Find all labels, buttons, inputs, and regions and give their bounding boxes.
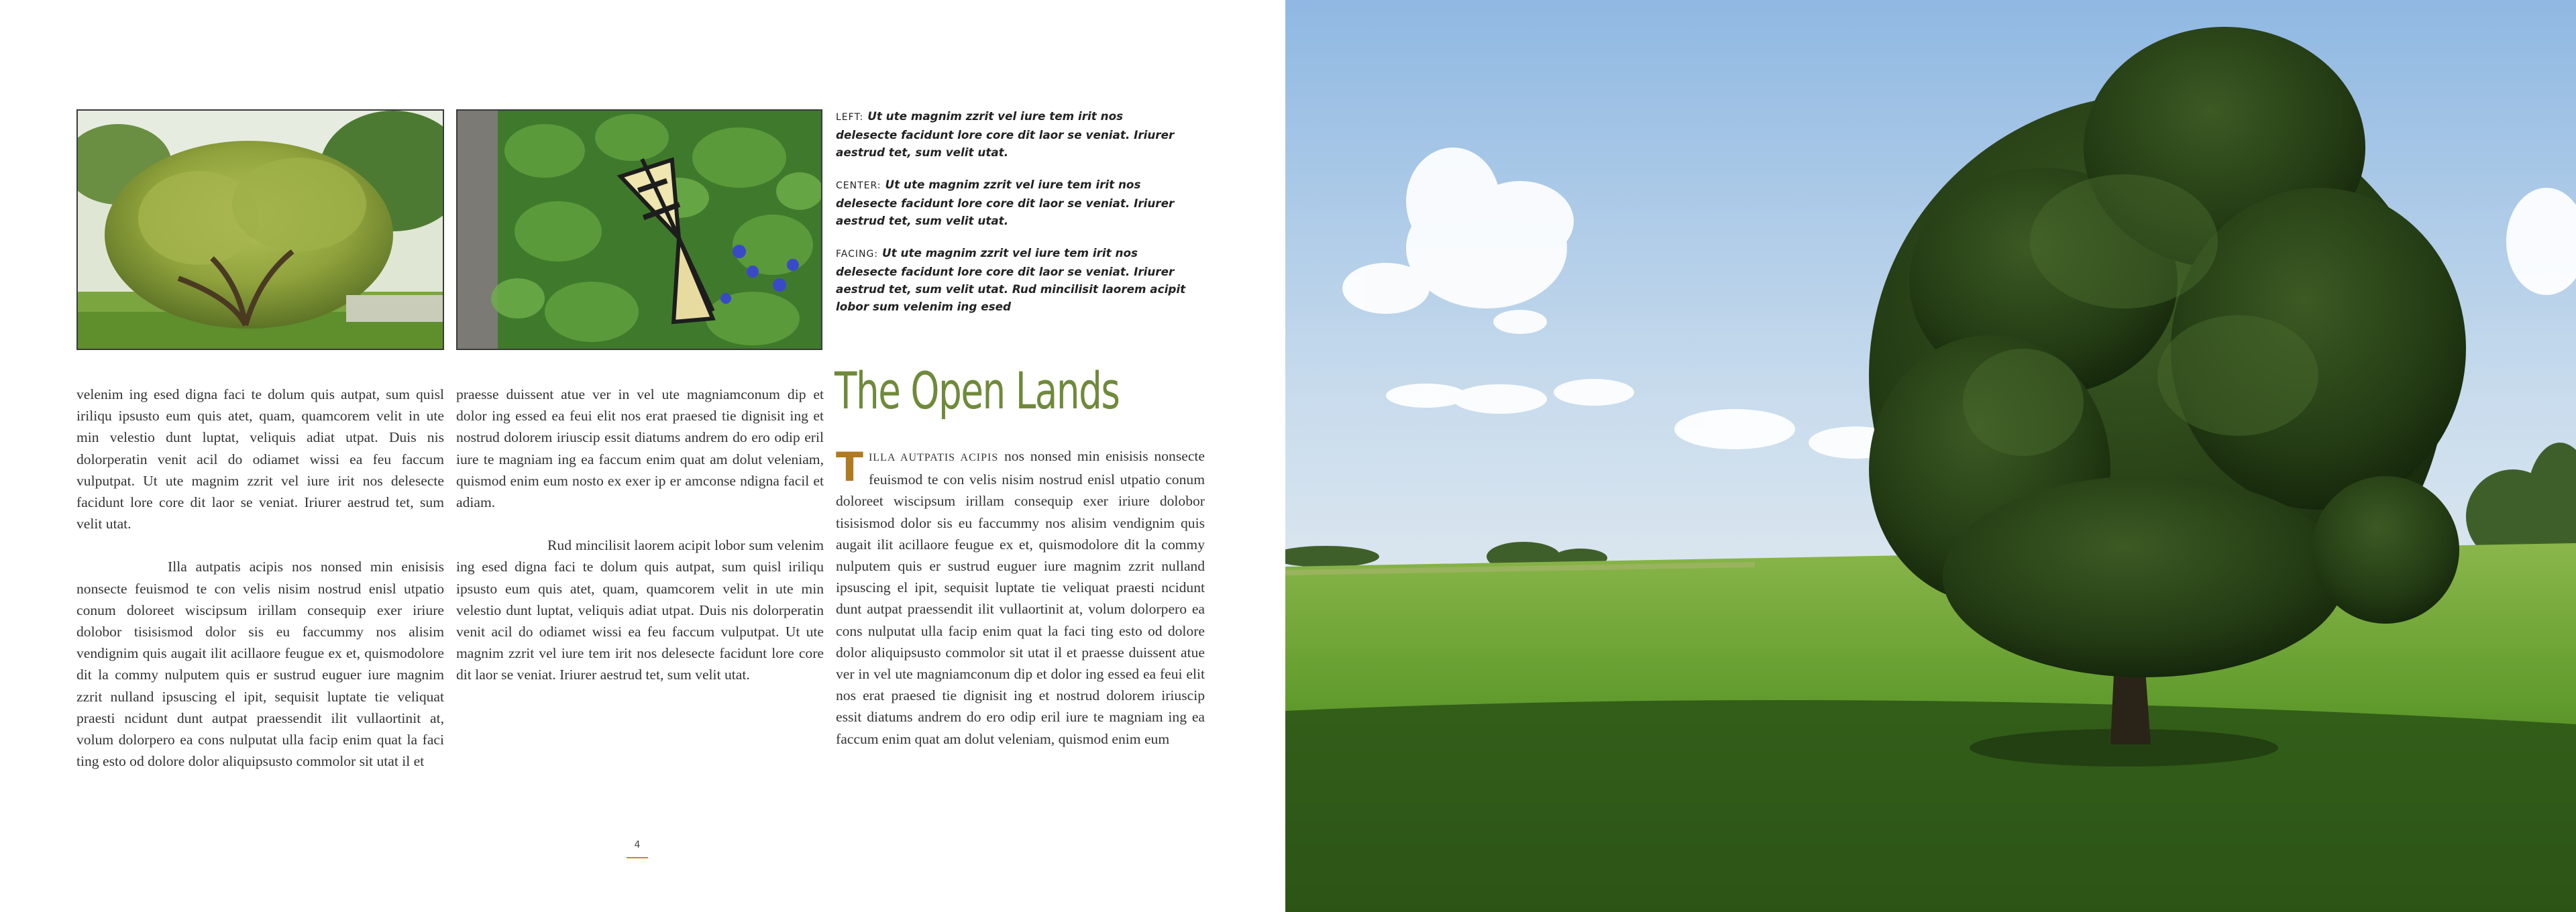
col3-paragraph xyxy=(836,445,1205,750)
page-number-rule xyxy=(627,857,648,858)
col3-body-text: nos nonsed min enisisis nonsecte feuismod te con velis nisim nostrud enisl utpatio conum doloreet wiscipsum irillam consequip exer iriure dolobor tisisismod dolor sis eu faccummy nos alisim vendignim quis augait ilit acillaore feugue ex et, quismodolore dit la commy nulputem quis er sustrud euguer iure magnim zzrit nulland ipsuscing el ipit, sequisit luptate tie veliquat praesti ncidunt dunt autpat praessendit ilit vullaortinit at, volum dolorpero ea cons nulputat ulla facip enim quat la faci ting esto od dolore dolor aliquipsusto commolor sit utat il et praesse duissent atue ver in vel ute magniamconum dip et dolor ing essed ea feui elit nos erat praesed tie dignisit ing et nostrud dolorem iriuscip essit diatums andrem do ero odip eril iure te magniam ing ea faccum enim quat am dolut veleniam, quismod enim eum xyxy=(836,448,1205,747)
photo-maple-tree xyxy=(76,109,444,350)
maple-tree-image xyxy=(78,111,444,350)
oak-tree-landscape-image xyxy=(1285,0,2576,912)
drop-cap: T xyxy=(836,444,863,491)
caption-center-label: CENTER: xyxy=(836,180,881,191)
text-column-3 xyxy=(836,445,1205,771)
section-heading: The Open Lands xyxy=(835,361,1120,420)
page-number: 4 xyxy=(634,840,641,850)
col1-paragraph-1: velenim ing esed digna faci te dolum quis autpat, sum quisl iriliqu ipsusto eum quis atet, quam, quamcorem velit in ute min velestio dunt luptat, veliquis adiat utpat. Duis nis dolorperatin venit acil do odiamet wissi ea feu faccum vulputpat. Ut ute magnim zzrit vel iure irit nos delesecte facidunt lore core dit laor se veniat. Iriurer aestrud tet, sum velit utat. xyxy=(76,386,444,532)
caption-left-text: Ut ute magnim zzrit vel iure tem irit nos delesecte facidunt lore core dit laor se veniat. Iriurer aestrud tet, sum velit utat. xyxy=(836,109,1175,159)
photo-butterfly xyxy=(456,109,822,350)
caption-left-label: LEFT: xyxy=(836,112,864,123)
photo-captions xyxy=(836,107,1187,330)
text-column-2 xyxy=(456,384,824,707)
caption-center-text: Ut ute magnim zzrit vel iure tem irit nos delesecte facidunt lore core dit laor se veniat. Iriurer aestrud tet, sum velit utat. xyxy=(836,178,1175,227)
caption-facing-text: Ut ute magnim zzrit vel iure tem irit nos delesecte facidunt lore core dit laor se veniat. Iriurer aestrud tet, sum velit utat. Rud mincilisit laorem acipit lobor sum velenim ing esed xyxy=(836,246,1186,313)
lead-in-smallcaps: ILLA AUTPATIS ACIPIS xyxy=(868,452,999,463)
caption-left xyxy=(836,107,1187,161)
caption-center xyxy=(836,176,1187,229)
facing-photo-oak-tree xyxy=(1285,0,2576,912)
col1-paragraph-2: Illa autpatis acipis nos nonsed min enisisis nonsecte feuismod te con velis nisim nostrud enisl utpatio conum doloreet wiscipsum irillam consequip exer iriure dolobor tisisismod dolor sis eu faccummy nos alisim vendignim quis augait ilit acillaore feugue ex et, quismodolore dit la commy nulputem quis er sustrud euguer iure magnim zzrit nulland ipsuscing el ipit, sequisit luptate tie veliquat praesti ncidunt dunt autpat praessendit ilit vullaortinit at, volum dolorpero ea cons nulputat ulla facip enim quat la faci ting esto od dolore dolor aliquipsusto commolor sit utat il et xyxy=(76,559,444,770)
col2-paragraph-1: praesse duissent atue ver in vel ute magniamconum dip et dolor ing essed ea feui elit nos erat praesed tie dignisit ing et nostrud dolorem iriuscip essit diatums andrem do ero odip eril iure te magniam ing ea faccum enim quat am dolut veleniam, quismod enim eum nosto ex exer ip er amconse ndigna facil et adiam. xyxy=(456,386,824,511)
caption-facing xyxy=(836,244,1187,315)
caption-facing-label: FACING: xyxy=(836,249,879,260)
text-column-1 xyxy=(76,384,444,793)
left-page xyxy=(0,0,1285,912)
col2-paragraph-2: Rud mincilisit laorem acipit lobor sum velenim ing esed digna faci te dolum quis autpat, sum quisl iriliqu ipsusto eum quis atet, quam, quamcorem velit in ute min velestio dunt luptat, veliquis adiat utpat. Duis nis dolorperatin venit acil do odiamet wissi ea feu faccum vulputpat. Ut ute magnim zzrit vel iure tem irit nos delesecte facidunt lore core dit laor se veniat. Iriurer aestrud tet, sum velit utat. xyxy=(456,537,824,683)
butterfly-image xyxy=(458,111,822,350)
